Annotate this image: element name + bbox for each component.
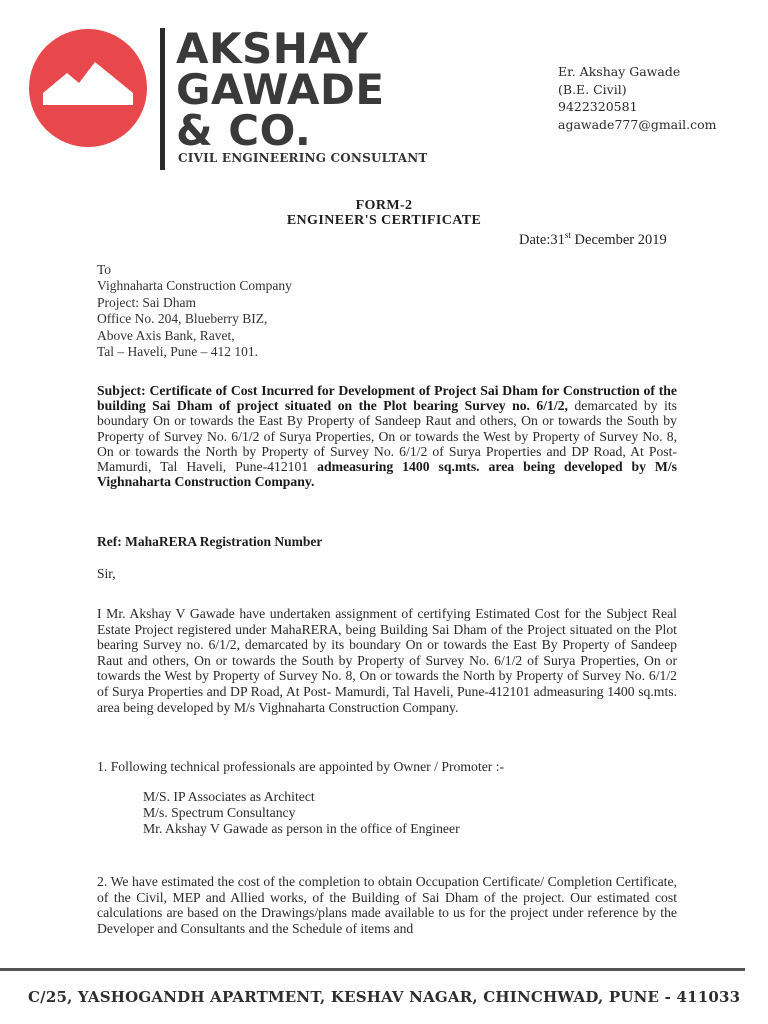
firm-name-line-1: AKSHAY <box>176 24 369 73</box>
salutation: Sir, <box>97 566 116 581</box>
address-line: Above Axis Bank, Ravet, <box>97 327 235 343</box>
document-date <box>519 230 667 249</box>
subject-body: demarcated by its boundary On or towards the East By Property of Sandeep Raut and others, On or towards the South by Property of Survey No. 6/1/2 of Surya Properties, On or towards the West by Property of Survey No. 8, On or towards the North by Property of Survey No. 6/1/2 of Surya Properties and DP Road, At Post- Mamurdi, Tal Haveli, Pune-412101 <box>97 398 677 475</box>
paragraph-2: 2. We have estimated the cost of the completion to obtain Occupation Certificate/ Completion Certificate, of the Civil, MEP and Allied works, of the Building of Sai Dham of the project. Our estimated cost calculations are based on the Drawings/plans made available to us for the project under reference by the Developer and Consultants and the Schedule of items and <box>97 874 677 936</box>
contact-name: Er. Akshay Gawade <box>558 64 681 79</box>
address-line: Tal – Haveli, Pune – 412 101. <box>97 344 259 360</box>
subject-bold-end: admeasuring 1400 sq.mts. area being developed by M/s Vighnaharta Construction Company. <box>97 459 677 490</box>
contact-qualification: (B.E. Civil) <box>558 81 627 97</box>
contact-block <box>558 63 716 133</box>
firm-name-line-3: & CO. <box>176 106 312 155</box>
footer-address: C/25, YASHOGANDH APARTMENT, KESHAV NAGAR, CHINCHWAD, PUNE - 411033 <box>28 988 741 1006</box>
reference-line: Ref: MahaRERA Registration Number <box>97 534 323 549</box>
professionals-intro: 1. Following technical professionals are appointed by Owner / Promoter :- <box>97 759 505 774</box>
address-line: To <box>97 262 112 277</box>
address-line: Project: Sai Dham <box>97 294 196 310</box>
contact-phone: 9422320581 <box>558 99 638 114</box>
footer-rule <box>0 968 745 971</box>
list-item-text: Mr. Akshay V Gawade as person in the office of Engineer <box>143 821 460 837</box>
recipient-address <box>97 262 292 360</box>
certificate-title: ENGINEER'S CERTIFICATE <box>286 213 482 228</box>
date-prefix: Date:31 <box>519 231 565 248</box>
contact-email: agawade777@gmail.com <box>558 116 717 132</box>
firm-tagline: CIVIL ENGINEERING CONSULTANT <box>178 151 428 165</box>
subject-paragraph <box>97 383 677 489</box>
date-superscript: st <box>564 230 571 240</box>
date-suffix: December 2019 <box>570 231 667 248</box>
subject-bold-start: Subject: Certificate of Cost Incurred for Development of Project Sai Dham for Construction of the building Sai Dham of project situated on the Plot bearing Survey no. 6/1/2, <box>97 383 677 414</box>
list-item-text: M/S. IP Associates as Architect <box>143 789 315 804</box>
firm-name <box>176 24 385 155</box>
paragraph-1: I Mr. Akshay V Gawade have undertaken assignment of certifying Estimated Cost for the Subject Real Estate Project registered under MahaRERA, being Building Sai Dham of the Project situated on the Plot bearing Survey no. 6/1/2, demarcated by its boundary On or towards the East By Property of Sandeep Raut and others, On or towards the South by Property of Survey No. 6/1/2 of Surya Properties, On or towards the West by Property of Survey No. 8, On or towards the North by Property of Survey No. 6/1/2 of Surya Properties and DP Road, At Post- Mamurdi, Tal Haveli, Pune-412101 admeasuring 1400 sq.mts. area being developed by M/s Vighnaharta Construction Company. <box>97 606 677 715</box>
list-item-text: M/s. Spectrum Consultancy <box>143 805 296 821</box>
address-line: Vighnaharta Construction Company <box>97 278 292 294</box>
form-label: FORM-2 <box>355 198 413 213</box>
firm-name-line-2: GAWADE <box>176 65 385 114</box>
firm-logo-icon <box>29 29 147 147</box>
logo-divider <box>160 28 165 170</box>
address-line: Office No. 204, Blueberry BIZ, <box>97 311 268 327</box>
